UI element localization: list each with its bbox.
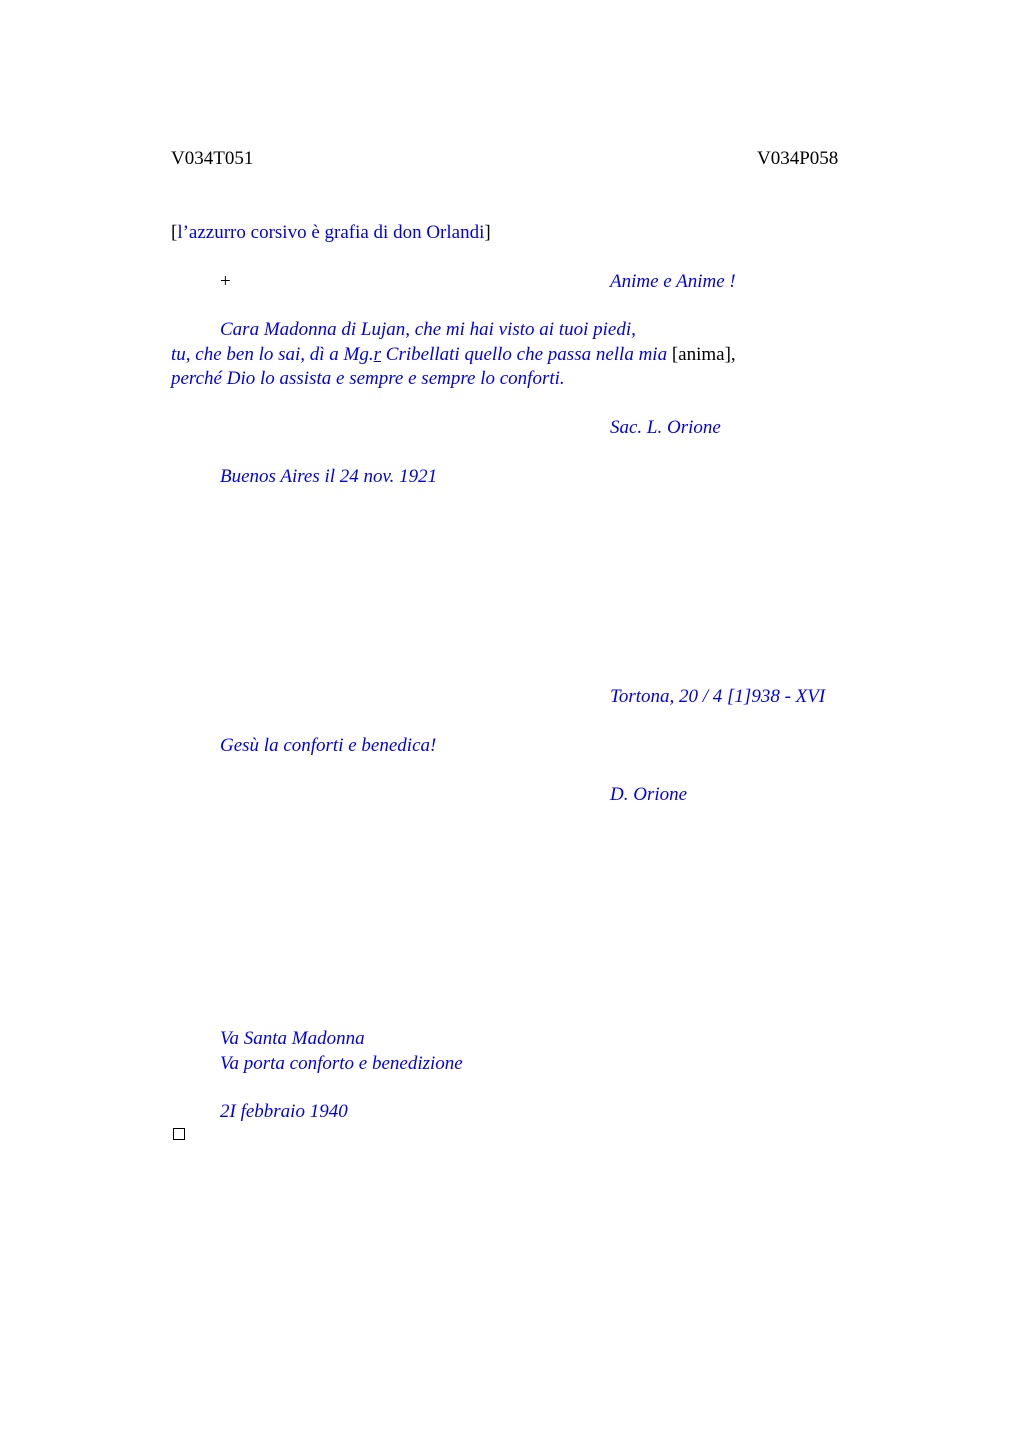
blessing: Gesù la conforti e benedica! (220, 735, 437, 756)
line-2-superscript: r (373, 344, 382, 365)
inscription-1-line-2 (171, 343, 736, 367)
cross-mark: + (220, 271, 231, 292)
inscription-1-line-3: perché Dio lo assista e sempre e sempre lo conforti. (171, 368, 565, 389)
editor-note (171, 221, 491, 245)
editorial-bracket-open: [ (671, 344, 679, 365)
end-square-icon (173, 1128, 185, 1140)
inscription-3-line-2: Va porta conforto e benedizione (220, 1053, 463, 1074)
place-date-2: Tortona, 20 / 4 [1]938 - XVI (610, 686, 826, 707)
motto: Anime e Anime ! (610, 271, 736, 292)
editor-note-text: l’azzurro corsivo è grafia di don Orlandi (177, 222, 485, 243)
editorial-word: anima (678, 344, 725, 365)
document-code-right: V034P058 (757, 148, 839, 169)
editor-note-close-bracket: ] (484, 222, 491, 243)
editorial-bracket-close: ], (724, 344, 736, 365)
inscription-3-line-1: Va Santa Madonna (220, 1028, 365, 1049)
signature-2: D. Orione (610, 784, 688, 805)
inscription-1-line-1: Cara Madonna di Lujan, che mi hai visto ai tuoi piedi, (220, 319, 636, 340)
editor-note-open-bracket: [ (171, 222, 178, 243)
signature-1: Sac. L. Orione (610, 417, 721, 438)
line-2-part-a: tu, che ben lo sai, dì a Mg. (171, 344, 374, 365)
date-3: 2I febbraio 1940 (220, 1101, 348, 1122)
line-2-part-b: Cribellati quello che passa nella mia (381, 344, 672, 365)
document-code-left: V034T051 (171, 148, 254, 169)
place-date-1: Buenos Aires il 24 nov. 1921 (220, 466, 438, 487)
